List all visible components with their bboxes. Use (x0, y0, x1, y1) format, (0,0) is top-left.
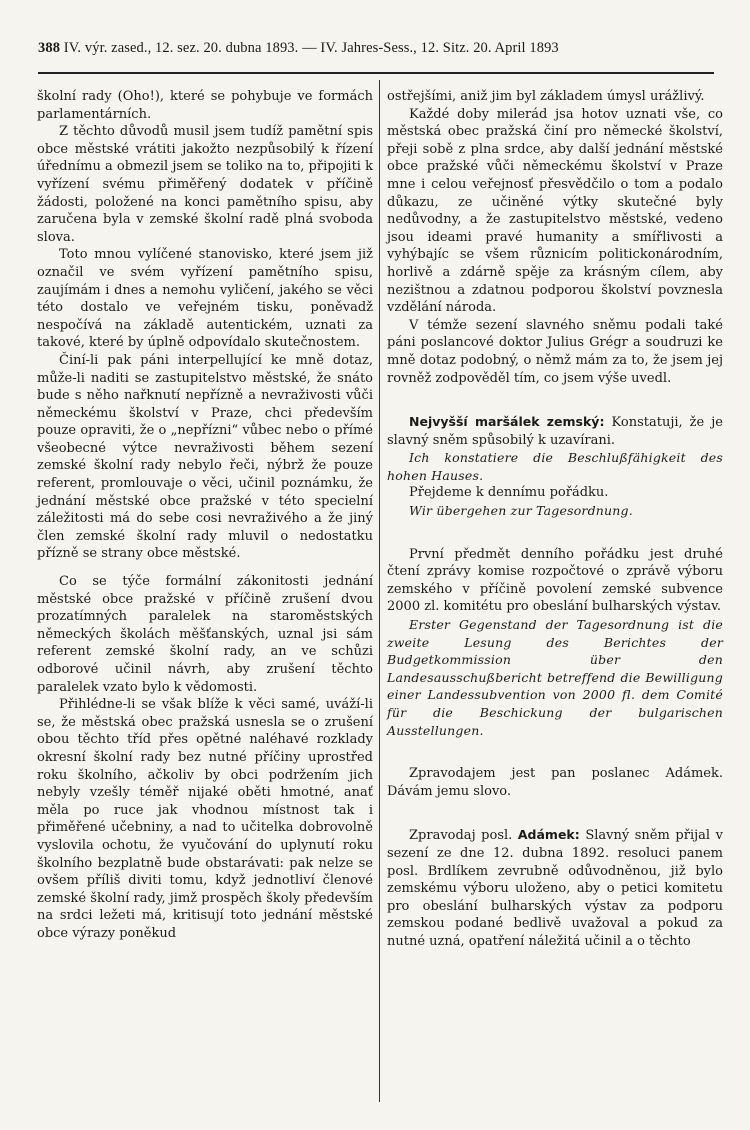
speaker-name: Adámek: (517, 827, 580, 843)
paragraph: Zpravodajem jest pan poslanec Adámek. Dávám jemu slovo. (387, 766, 723, 799)
paragraph: Co se týče formální zákonitosti jednání městské obce pražské v příčině zrušení dvou prozatímných paralelek na staroměstských německých školách měšťanských, uznal jsi sám referent zemské školní rady, an ve schůzi odborové učinil návrh, aby zrušení těchto paralelek vzato bylo k vědomosti. (37, 574, 373, 695)
paragraph: V témže sezení slavného sněmu podali také páni poslancové doktor Julius Grégr a soudruzi ke mně dotaz podobný, o němž mám za to, že jsem jej rovněž zodpověděl tím, co jsem výše uvedl. (387, 317, 723, 386)
paragraph: školní rady (Oho!), které se pohybuje ve formách parlamentárních. (37, 89, 373, 122)
page-number: 388 (38, 40, 61, 56)
paragraph: ostřejšími, aniž jim byl základem úmysl urážlivý. (387, 89, 705, 104)
left-column (37, 88, 373, 943)
header-rule (38, 72, 714, 74)
paragraph: Přejdeme k dennímu pořádku. (409, 485, 609, 501)
right-column (387, 88, 723, 951)
header-text: IV. výr. zased., 12. sez. 20. dubna 1893. — IV. Jahres-Sess., 12. Sitz. 20. April 1893 (63, 40, 559, 56)
paragraph: Činí-li pak páni interpellující ke mně dotaz, může-li naditi se zastupitelstvo městské, že snáto bude s něho nařknutí nepřízně a nevraživosti vůči německému školství v Praze, chci především pouze opraviti, že o „nepřízni“ vůbec nebo o přímé všeobecné výtce nevraživosti během sezení zemské školní rady nebylo řeči, nýbrž že pouze referent, promlouvaje o věci, učinil poznámku, že jednání městské obce pražské v této specielní záležitosti má do sebe cosi nevraživého a že jiný člen zemské školní rady mluvil o nedostatku přízně se strany obce městské. (37, 352, 373, 562)
agenda-item: První předmět denního pořádku jest druhé čtení zprávy komise rozpočtové o zprávě výboru zemského v příčině povolení zemské subvence 2000 zl. komitétu pro obeslání bulharských výstav. (387, 546, 723, 615)
running-header (38, 40, 714, 57)
german-translation: Erster Gegenstand der Tagesordnung ist die zweite Lesung des Berichtes der Budgetkommission über den Landesausschußbericht betreffend die Bewilligung einer Landessubvention von 2000 fl. dem Comité für die Beschickung der bulgarischen Ausstellungen. (387, 617, 723, 738)
speaker-name: Nejvyšší maršálek zemský: (409, 414, 605, 430)
german-translation: Wir übergehen zur Tagesordnung. (409, 503, 633, 519)
paragraph: Z těchto důvodů musil jsem tudíž pamětní spis obce městské vrátiti jakožto nezpůsobilý k řízení úřednímu a obmezil jsem se toliko na to, připojiti k vyřízení svému přiměřený dodatek v příčině žádosti, položené na konci pamětního spisu, aby zaručena byla v zemské školní radě plná svoboda slova. (37, 124, 373, 245)
german-translation: Ich konstatiere die Beschlußfähigkeit des hohen Hauses. (387, 450, 723, 483)
speech-marshal: Nejvyšší maršálek zemský: Konstatuji, že je slavný sněm spůsobilý k uzavírani. (387, 414, 723, 448)
paragraph: Přihlédne-li se však blíže k věci samé, uváží-li se, že městská obec pražská usnesla se o zrušení obou těchto tříd přes opětné naléhavé rozklady okresní školní rady bez nutné příčiny uprostřed roku školního, ačkoliv by obci podržením jich nebyly vzešly téměř nijaké oběti hmotné, anať měla po ruce jak vhodnou místnost tak i přiměřené učebniny, a nad to učitelka dobrovolně vyslovila ochotu, že vyučování do uplynutí roku školního bezplatně bude obstarávati: pak nelze se ovšem příliš diviti tomu, když jednotliví členové zemské školní rady, jimž prospěch školy především na srdci ležeti má, kritisují toto jednání městské obce výrazy poněkud (37, 697, 373, 941)
paragraph: Každé doby milerád jsa hotov uznati vše, co městská obec pražská činí pro německé školství, přeji sobě z plna srdce, aby další jednání městské obce pražské vůči německému školství v Praze mne i celou veřejnosť přesvědčilo o tom a podalo důkazu, ze učiněné výtky skutečné byly nedůvodny, a že zastupitelstvo městské, vedeno jsou ideami pravé humanity a smířlivosti a vyhýbajíc se všem různicím politickonárodním, horlivě a zdárně spěje za krásným cílem, aby nezištnou a zdatnou podporou školství povznesla vzdělání národa. (387, 106, 723, 316)
paragraph: Toto mnou vylíčené stanovisko, které jsem již označil ve svém vyřízení pamětního spisu, zaujímám i dnes a nemohu vyličení, jakého se věci této dostalo ve veřejném tisku, poněvadž nespočívá na základě autentickém, uznati za takové, které by úplně odpovídalo skutečnostem. (37, 247, 373, 351)
column-divider (379, 80, 380, 1102)
speech-rapporteur: Zpravodaj posl. Adámek: Slavný sněm přijal v sezení ze dne 12. dubna 1892. resoluci panem posl. Brdlíkem zevrubně odůvodněnou, již bylo zemskému výboru uloženo, aby o petici komitetu pro obeslání bulharských výstav za podporu zemskou podané bedlivě uvažoval a pokud za nutné uzná, opatření náležitá učinil a o těchto (387, 827, 723, 949)
